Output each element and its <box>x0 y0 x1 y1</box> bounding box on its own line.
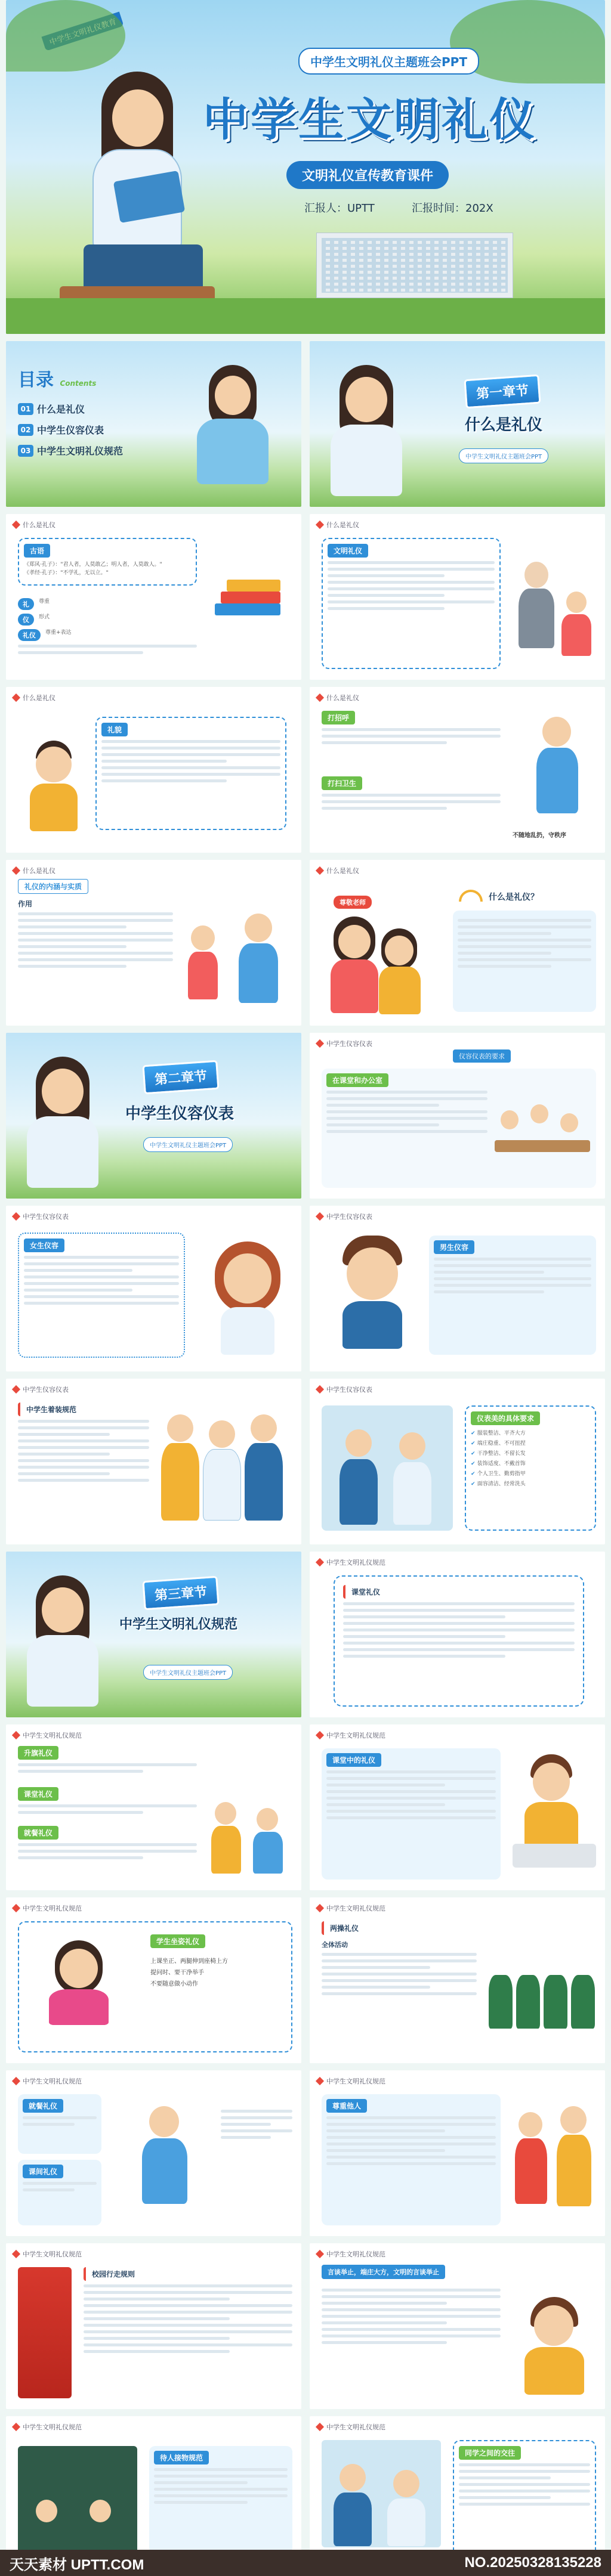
girl-raising-hand-illustration <box>31 1940 126 2036</box>
greet-section: 打招呼 <box>322 711 501 748</box>
dining-section: 就餐礼仪 <box>18 1826 197 1863</box>
row-content-9 <box>0 2243 611 2416</box>
students-talking-illustration <box>322 2440 441 2547</box>
slide-header: 中学生文明礼仪规范 <box>13 2076 82 2086</box>
footer-id: NO.20250328135228 <box>464 2555 601 2571</box>
content-slide <box>310 860 605 1026</box>
flag-section: 升旗礼仪 <box>18 1746 197 1776</box>
class-section: 课堂礼仪 <box>18 1787 197 1818</box>
slide-header: 中学生文明礼仪规范 <box>317 2249 385 2259</box>
slide-header: 什么是礼仪 <box>13 693 55 702</box>
slide-header: 中学生文明礼仪规范 <box>13 2249 82 2259</box>
content-slide <box>310 1379 605 1544</box>
walking-rules-panel: 校园行走规则 <box>84 2267 292 2357</box>
students-marching-illustration <box>489 1951 596 2041</box>
office-box: 在课堂和办公室 <box>322 1069 596 1188</box>
slide-header: 中学生仪容仪表 <box>13 1212 69 1221</box>
student-helping-illustration <box>125 2106 209 2219</box>
slide-header: 中学生仪容仪表 <box>13 1385 69 1394</box>
row-chapter-3 <box>0 1552 611 1724</box>
exercise-panel: 两操礼仪 全体活动 <box>322 1921 477 1999</box>
leaf-decoration <box>6 0 125 72</box>
girl-appearance-box: 女生仪容 <box>18 1233 185 1358</box>
dining-box: 就餐礼仪 <box>18 2094 101 2154</box>
toc-title: 目录 Contents <box>18 370 97 391</box>
content-slide <box>310 1552 605 1717</box>
toc-item[interactable]: 02 中学生仪容仪表 <box>18 423 123 436</box>
boy-studying-illustration <box>513 1754 596 1874</box>
students-bowing-illustration <box>209 1796 292 1880</box>
chapter-title: 中学生文明礼仪规范 <box>119 1617 238 1632</box>
content-slide <box>310 2243 605 2409</box>
hero-title: 中学生文明礼仪 <box>203 93 537 146</box>
chapter-2-slide <box>6 1033 301 1199</box>
sitting-tab: 学生坐姿礼仪 <box>150 1934 205 1948</box>
rainbow-icon <box>459 890 483 902</box>
chapter-3-slide <box>6 1552 301 1717</box>
classroom-scene-illustration <box>18 2446 137 2553</box>
chapter-subtitle: 中学生文明礼仪主题班会PPT <box>143 1665 233 1680</box>
girl-book-illustration <box>322 365 411 502</box>
student-sitting-illustration <box>513 2297 596 2398</box>
peer-interaction-box: 同学之间的交往 <box>453 2440 596 2559</box>
toc-item[interactable]: 01 什么是礼仪 <box>18 402 123 416</box>
content-slide <box>6 687 301 853</box>
respect-box: 尊重他人 <box>322 2094 501 2225</box>
image-caption: 不随地乱扔，守秩序 <box>513 832 566 839</box>
chapter-title: 什么是礼仪 <box>465 416 543 434</box>
boy-cheering-illustration <box>18 741 90 836</box>
girls-hugging-illustration <box>328 917 429 1018</box>
toc-item[interactable]: 03 中学生文明礼仪规范 <box>18 444 123 457</box>
content-slide <box>310 2070 605 2236</box>
content-slide <box>310 1033 605 1199</box>
slide-header: 什么是礼仪 <box>13 520 55 530</box>
girl-glasses-illustration <box>203 1241 292 1355</box>
essence-tab: 礼仪的内涵与实质 <box>18 879 88 894</box>
row-toc <box>0 341 611 514</box>
content-slide <box>310 1724 605 1890</box>
content-slide <box>6 860 301 1026</box>
essence-text: 作用 <box>18 899 173 971</box>
reception-box: 待人接物规范 <box>149 2446 292 2553</box>
chapter-tab: 第三章节 <box>142 1576 219 1611</box>
slide-header: 中学生文明礼仪规范 <box>13 2422 82 2432</box>
toc-list <box>18 395 123 465</box>
content-slide <box>6 1724 301 1890</box>
content-slide <box>310 514 605 680</box>
kids-greeting-illustration <box>185 902 292 1009</box>
slide-header: 中学生文明礼仪规范 <box>317 1903 385 1913</box>
content-slide <box>6 1897 301 2063</box>
slide-header: 中学生仪容仪表 <box>317 1212 372 1221</box>
content-slide <box>6 2243 301 2409</box>
school-building <box>316 233 513 298</box>
content-slide <box>6 1206 301 1371</box>
chapter-1-slide <box>310 341 605 507</box>
manners-heading: 言谈举止，端庄大方，文明的言谈举止 <box>322 2265 445 2279</box>
slide-header: 中学生仪容仪表 <box>317 1039 372 1048</box>
hero-time: 汇报时间：202X <box>412 202 493 215</box>
hero-slide <box>6 0 605 334</box>
friends-illustration <box>513 2106 596 2219</box>
quote-box: 古语 《郑风·孔子》："君人者，人莫敢乙；明人者，人莫敢人。" 《孝经·孔子》："不学礼，无以立。" <box>18 538 197 586</box>
question-text <box>453 911 596 1012</box>
teacher-label: 尊敬老师 <box>334 896 372 909</box>
chapter-subtitle: 中学生文明礼仪主题班会PPT <box>459 448 548 463</box>
clean-section: 打扫卫生 <box>322 776 501 813</box>
content-slide <box>6 2070 301 2236</box>
break-box: 课间礼仪 <box>18 2160 101 2225</box>
watermark-footer <box>0 2550 611 2576</box>
girl-book-illustration <box>18 1575 107 1713</box>
students-uniform-illustration <box>155 1414 292 1528</box>
slide-header: 什么是礼仪 <box>317 693 359 702</box>
content-slide <box>310 1206 605 1371</box>
row-content-7 <box>0 1897 611 2070</box>
girl-reading-illustration <box>60 72 215 322</box>
row-content-3 <box>0 860 611 1033</box>
slide-header: 中学生仪容仪表 <box>317 1385 372 1394</box>
sitting-rules: 上课坐正、两腿伸到座椅上方 提问时、要干净举手 不要随意做小动作 <box>150 1958 228 1987</box>
chapter-tab: 第二章节 <box>142 1060 219 1095</box>
hero-subtitle-pill: 中学生文明礼仪主题班会PPT <box>298 48 479 75</box>
content-slide <box>310 687 605 853</box>
chapter-subtitle: 中学生文明礼仪主题班会PPT <box>143 1137 233 1152</box>
slide-header: 中学生文明礼仪规范 <box>13 1903 82 1913</box>
requirement-tab: 仪容仪表的要求 <box>453 1049 511 1063</box>
requirements-list: ✔ 服装整洁、平齐大方 ✔ 端庄稳重、不可扭捏 ✔ 干净整洁、不留长发 ✔ 装饰适度、不戴首饰 ✔ 个人卫生、勤剪指甲 ✔ 面容清洁、经常洗头 <box>471 1429 590 1487</box>
row-content-4 <box>0 1206 611 1379</box>
classroom-illustration <box>495 1098 590 1170</box>
row-content-8 <box>0 2070 611 2243</box>
girl-writing-illustration <box>173 365 286 496</box>
content-slide <box>6 1379 301 1544</box>
dress-code-panel: 中学生着装规范 <box>18 1402 149 1485</box>
civility-box: 文明礼仪 <box>322 538 501 669</box>
slide-header: 什么是礼仪 <box>13 866 55 875</box>
boy-appearance-box: 男生仪容 <box>429 1236 596 1355</box>
books-illustration <box>209 550 292 645</box>
sitting-box <box>18 1921 292 2052</box>
row-content-1 <box>0 514 611 687</box>
row-content-5 <box>0 1379 611 1552</box>
question-heading: 什么是礼仪？ <box>489 893 539 902</box>
grass-ground <box>6 298 605 334</box>
courtesy-box: 礼貌 <box>95 717 286 830</box>
slide-header: 什么是礼仪 <box>317 866 359 875</box>
row-chapter-2 <box>0 1033 611 1206</box>
content-slide <box>6 514 301 680</box>
elder-child-illustration <box>513 562 596 663</box>
students-street-illustration <box>322 1405 453 1531</box>
chapter-title: 中学生仪容仪表 <box>125 1105 234 1123</box>
row-content-6 <box>0 1724 611 1897</box>
campus-flag-image <box>18 2267 72 2398</box>
slide-header: 中学生文明礼仪规范 <box>317 1730 385 1740</box>
chapter-tab: 第一章节 <box>464 374 541 409</box>
hero-banner: 文明礼仪宣传教育课件 <box>286 161 449 189</box>
footer-site: 天天素材 UPTT.COM <box>10 2556 144 2573</box>
girl-book-illustration <box>18 1057 107 1194</box>
toc-slide <box>6 341 301 507</box>
student-cleaning-illustration <box>524 717 590 818</box>
slide-header: 什么是礼仪 <box>317 520 359 530</box>
definition-list: 礼 尊重 仪 形式 礼仪 尊重+表达 <box>18 595 197 658</box>
content-slide <box>310 1897 605 2063</box>
classroom-etiquette-box: 课堂礼仪 <box>334 1575 584 1707</box>
row-content-2 <box>0 687 611 860</box>
slide-header: 中学生文明礼仪规范 <box>317 2422 385 2432</box>
manners-text <box>322 2285 501 2348</box>
class-etiquette-box: 课堂中的礼仪 <box>322 1748 501 1880</box>
hero-reporter: 汇报人：UPTT <box>304 202 375 215</box>
slide-header: 中学生文明礼仪规范 <box>317 1558 385 1567</box>
slide-header: 中学生文明礼仪规范 <box>317 2076 385 2086</box>
requirements-box: 仪表美的具体要求 ✔ 服装整洁、平齐大方 ✔ 端庄稳重、不可扭捏 ✔ 干净整洁、不留长发 ✔ 装饰适度、不戴首饰 ✔ 个人卫生、勤剪指甲 ✔ 面容清洁、经常洗头 <box>465 1405 596 1531</box>
slide-header: 中学生文明礼仪规范 <box>13 1730 82 1740</box>
boy-glasses-illustration <box>328 1236 417 1349</box>
